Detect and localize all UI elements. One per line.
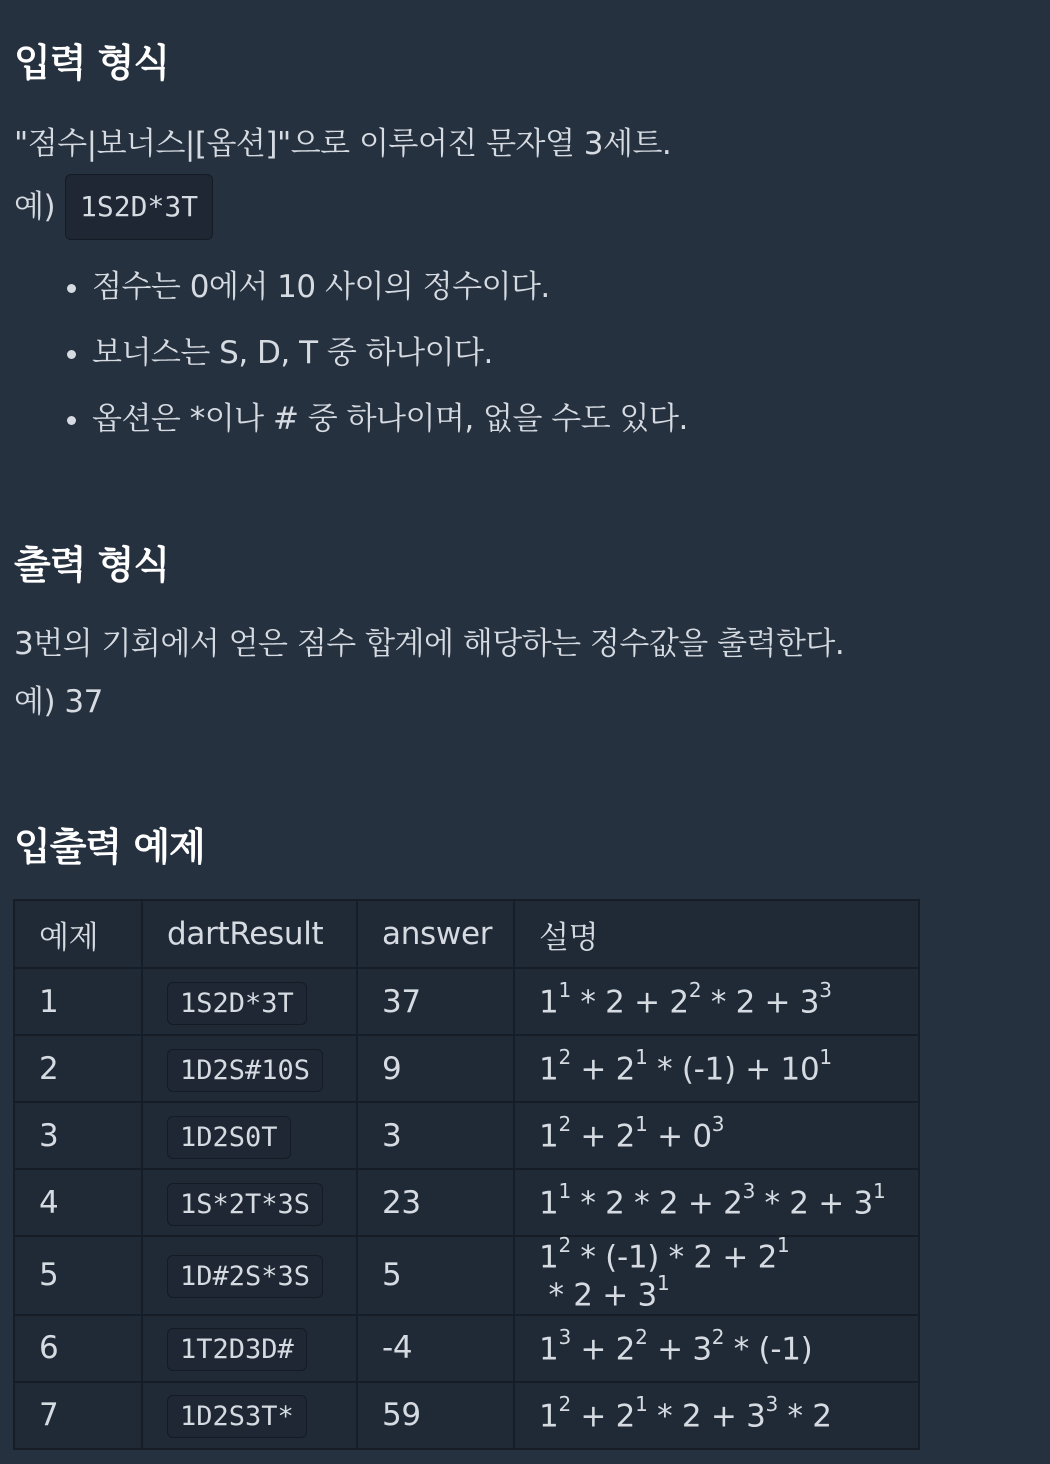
explanation-exponent: 2 — [635, 1324, 648, 1349]
table-row — [14, 1236, 919, 1315]
cell-explanation — [514, 1102, 919, 1169]
explanation-exponent: 3 — [742, 1179, 755, 1204]
header-explanation: 설명 — [514, 900, 919, 968]
explanation-term: 3 — [637, 1277, 657, 1314]
output-format-description: 3번의 기회에서 얻은 점수 합계에 해당하는 정수값을 출력한다. — [14, 626, 845, 662]
cell-answer: 37 — [357, 968, 514, 1035]
explanation-term: 2 — [615, 1118, 636, 1155]
dartresult-code: 1D2S0T — [167, 1116, 291, 1159]
cell-dartresult — [142, 1169, 357, 1236]
explanation-term: 1 — [539, 1185, 559, 1222]
explanation-term: 3 — [692, 1331, 712, 1368]
explanation-term: + — [570, 1051, 616, 1088]
io-examples-heading: 입출력 예제 — [14, 825, 205, 869]
table-row — [14, 1102, 919, 1169]
explanation-exponent: 3 — [558, 1324, 571, 1349]
explanation-term: 3 — [746, 1398, 766, 1435]
dartresult-code: 1S2D*3T — [167, 982, 307, 1025]
cell-answer: 3 — [357, 1102, 514, 1169]
explanation-term: 1 — [539, 1239, 559, 1276]
cell-example-number: 2 — [14, 1035, 142, 1102]
cell-explanation — [514, 1233, 919, 1315]
cell-explanation — [514, 968, 919, 1035]
input-example-label: 예) — [14, 189, 56, 225]
explanation-term: * 2 * 2 + — [570, 1185, 724, 1222]
explanation-exponent: 1 — [558, 978, 571, 1003]
explanation-term: * 2 + — [701, 984, 800, 1021]
dartresult-code: 1S*2T*3S — [167, 1183, 323, 1226]
cell-example-number: 4 — [14, 1169, 142, 1236]
explanation-term: * 2 + — [570, 984, 670, 1021]
explanation-term: * 2 — [777, 1398, 832, 1435]
explanation-term: 1 — [539, 1331, 559, 1368]
cell-example-number: 1 — [14, 968, 142, 1035]
cell-dartresult — [142, 1315, 357, 1382]
input-example-code: 1S2D*3T — [65, 174, 213, 240]
explanation-term: 3 — [853, 1185, 873, 1222]
table-row — [14, 1315, 919, 1382]
explanation-exponent: 1 — [635, 1112, 648, 1137]
cell-answer: 5 — [357, 1236, 514, 1315]
input-format-description: "점수|보너스|[옵션]"으로 이루어진 문자열 3세트. — [14, 126, 672, 162]
explanation-exponent: 1 — [656, 1271, 670, 1296]
cell-explanation — [514, 1169, 919, 1236]
cell-example-number: 7 — [14, 1382, 142, 1449]
list-item: • 옵션은 *이나 # 중 하나이며, 없을 수도 있다. — [92, 390, 688, 456]
explanation-term: + — [647, 1118, 693, 1155]
explanation-term: 1 — [539, 1051, 559, 1088]
list-item: • 점수는 0에서 10 사이의 정수이다. — [92, 258, 688, 324]
cell-example-number: 3 — [14, 1102, 142, 1169]
explanation-term: 2 — [757, 1239, 778, 1276]
explanation-exponent: 1 — [635, 1391, 648, 1416]
explanation-term: 0 — [692, 1118, 712, 1155]
explanation-term: 1 — [539, 984, 559, 1021]
explanation-term: 2 — [669, 984, 689, 1021]
explanation-exponent: 2 — [558, 1045, 571, 1070]
input-rules-list — [14, 258, 688, 456]
dartresult-code: 1D2S#10S — [167, 1049, 323, 1092]
explanation-exponent: 1 — [777, 1233, 790, 1257]
cell-explanation — [514, 1315, 919, 1382]
explanation-exponent: 1 — [558, 1179, 571, 1204]
explanation-term: 2 — [615, 1331, 636, 1368]
cell-dartresult — [142, 1102, 357, 1169]
dartresult-code: 1T2D3D# — [167, 1328, 307, 1371]
explanation-exponent: 1 — [819, 1045, 832, 1070]
cell-example-number: 6 — [14, 1315, 142, 1382]
cell-dartresult — [142, 968, 357, 1035]
explanation-exponent: 2 — [688, 978, 702, 1003]
table-header-row — [14, 900, 919, 968]
explanation-term: + — [570, 1398, 616, 1435]
explanation-exponent: 1 — [635, 1045, 648, 1070]
explanation-exponent: 2 — [558, 1391, 571, 1416]
input-format-heading: 입력 형식 — [14, 41, 170, 85]
cell-explanation — [514, 1382, 919, 1449]
explanation-term: 2 — [615, 1398, 636, 1435]
explanation-exponent: 3 — [711, 1112, 725, 1137]
table-body — [14, 968, 919, 1449]
header-dartresult: dartResult — [142, 900, 357, 968]
explanation-term: 3 — [799, 984, 820, 1021]
explanation-term: * (-1) — [724, 1331, 813, 1368]
input-example — [14, 174, 213, 240]
explanation-term: 2 — [615, 1051, 636, 1088]
cell-dartresult — [142, 1382, 357, 1449]
explanation-term: * 2 + — [539, 1277, 638, 1314]
cell-answer: 9 — [357, 1035, 514, 1102]
cell-explanation — [514, 1035, 919, 1102]
table-row — [14, 1169, 919, 1236]
cell-answer: 59 — [357, 1382, 514, 1449]
list-item: • 보너스는 S, D, T 중 하나이다. — [92, 324, 688, 390]
explanation-term: 1 — [539, 1398, 559, 1435]
explanation-term: 10 — [780, 1051, 820, 1088]
table-row — [14, 1035, 919, 1102]
table-row — [14, 968, 919, 1035]
explanation-exponent: 3 — [765, 1391, 778, 1416]
table-row — [14, 1382, 919, 1449]
cell-answer: 23 — [357, 1169, 514, 1236]
explanation-term: 2 — [723, 1185, 743, 1222]
explanation-term: * (-1) + — [647, 1051, 781, 1088]
cell-dartresult — [142, 1035, 357, 1102]
explanation-term: + — [647, 1331, 693, 1368]
explanation-exponent: 1 — [872, 1179, 886, 1204]
cell-answer: -4 — [357, 1315, 514, 1382]
cell-dartresult — [142, 1236, 357, 1315]
explanation-exponent: 2 — [711, 1324, 725, 1349]
explanation-term: + — [570, 1118, 616, 1155]
explanation-exponent: 2 — [558, 1112, 571, 1137]
cell-example-number: 5 — [14, 1236, 142, 1315]
dartresult-code: 1D#2S*3S — [167, 1255, 323, 1298]
explanation-term: + — [570, 1331, 616, 1368]
dartresult-code: 1D2S3T* — [167, 1395, 307, 1438]
header-answer: answer — [357, 900, 514, 968]
explanation-term: * 2 + — [647, 1398, 747, 1435]
explanation-exponent: 3 — [819, 978, 832, 1003]
io-examples-table — [13, 899, 920, 1450]
header-example: 예제 — [14, 900, 142, 968]
explanation-term: * (-1) * 2 + — [570, 1239, 758, 1276]
explanation-term: * 2 + — [755, 1185, 854, 1222]
output-example: 예) 37 — [14, 684, 103, 720]
explanation-term: 1 — [539, 1118, 559, 1155]
explanation-exponent: 2 — [558, 1233, 571, 1257]
output-format-heading: 출력 형식 — [14, 543, 170, 587]
